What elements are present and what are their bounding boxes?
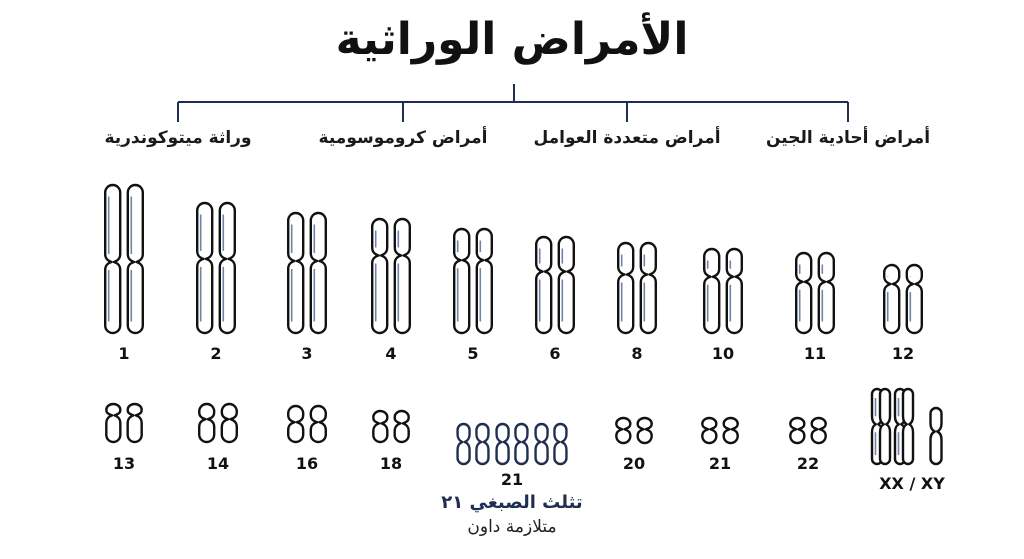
chromatid [105, 185, 120, 333]
chromosome-pair-3 [288, 213, 326, 333]
chromatid [812, 418, 826, 443]
chromosome-number: 5 [467, 344, 479, 363]
chromatid [373, 411, 387, 442]
chromatid [559, 237, 574, 333]
chromosome-pair-4 [372, 219, 410, 333]
chromatid [554, 424, 566, 464]
chromatid [454, 229, 469, 333]
chromosome-pair-18 [373, 411, 408, 442]
chromosome-pair-2 [197, 203, 235, 333]
chromatid [907, 265, 922, 333]
chromatid [536, 237, 551, 333]
chromatid [458, 424, 470, 464]
chromosome-number: 20 [622, 454, 646, 473]
y-chromosome [931, 408, 942, 464]
chromatid [704, 249, 719, 333]
chromosome-pair-8 [618, 243, 656, 333]
chromatid [395, 411, 409, 442]
x-chromosome [895, 389, 913, 464]
chromatid [903, 389, 913, 464]
chromatid [311, 406, 326, 442]
chromatid [288, 406, 303, 442]
chromosome-number: 3 [301, 344, 313, 363]
chromatid [724, 418, 738, 443]
chromatid [128, 404, 142, 442]
chromosome-number: 12 [891, 344, 915, 363]
chromosome-number: 22 [796, 454, 820, 473]
chromatid [476, 424, 488, 464]
chromatid [497, 424, 509, 464]
trisomy-21-chromosome [536, 424, 567, 464]
category-label: أمراض أحادية الجين [765, 128, 931, 148]
chromatid [790, 418, 804, 443]
chromosome-number: 8 [631, 344, 643, 363]
chromatid [880, 389, 890, 464]
chromatid [106, 404, 120, 442]
chromosome-pair-6 [536, 237, 574, 333]
category-label: أمراض متعددة العوامل [533, 128, 721, 148]
chromatid [311, 213, 326, 333]
chromatid [477, 229, 492, 333]
chromosome-number: 13 [112, 454, 136, 473]
chromatid [288, 213, 303, 333]
category-label: أمراض كروموسومية [318, 128, 488, 148]
trisomy-21-label: تثلث الصبغي ٢١ [441, 492, 583, 513]
diagram-title: الأمراض الوراثية [335, 14, 689, 65]
chromosome-number: 6 [549, 344, 561, 363]
chromosome-pair-21 [702, 418, 737, 443]
chromatid [702, 418, 716, 443]
chromosome-number: 10 [711, 344, 735, 363]
chromosome-number: 2 [210, 344, 222, 363]
chromatid [638, 418, 652, 443]
chromatid [618, 243, 633, 333]
chromosome-number: 4 [385, 344, 397, 363]
chromosome-number: 21 [708, 454, 732, 473]
chromatid [616, 418, 630, 443]
chromatid [515, 424, 527, 464]
chromosome-number: 14 [206, 454, 230, 473]
chromatid [222, 404, 237, 442]
chromosome-number: 18 [379, 454, 403, 473]
chromosome-pair-1 [105, 185, 143, 333]
chromatid [884, 265, 899, 333]
chromatid [128, 185, 143, 333]
chromatid [395, 219, 410, 333]
trisomy-21-chromosome [458, 424, 489, 464]
category-label: وراثة ميتوكوندرية [104, 128, 252, 148]
chromosome-pair-20 [616, 418, 651, 443]
chromatid [199, 404, 214, 442]
chromatid [819, 253, 834, 333]
chromatid [641, 243, 656, 333]
chromatid [372, 219, 387, 333]
chromosome-number: 16 [295, 454, 319, 473]
trisomy-number: 21 [500, 470, 524, 489]
chromosome-number: 11 [803, 344, 827, 363]
x-chromosome [872, 389, 890, 464]
chromosome-pair-5 [454, 229, 492, 333]
chromosome-number: 1 [118, 344, 130, 363]
chromosome-pair-22 [790, 418, 825, 443]
sex-chromosome-label: XX / XY [879, 474, 945, 493]
chromatid [197, 203, 212, 333]
chromatid [536, 424, 548, 464]
trisomy-21-chromosome [497, 424, 528, 464]
chromosome-pair-12 [884, 265, 922, 333]
chromatid [931, 408, 942, 464]
chromosome-pair-13 [106, 404, 141, 442]
chromatid [220, 203, 235, 333]
chromosome-pair-11 [796, 253, 834, 333]
chromosome-pair-10 [704, 249, 742, 333]
chromosome-pair-16 [288, 406, 326, 442]
chromatid [727, 249, 742, 333]
down-syndrome-label: متلازمة داون [467, 517, 557, 537]
chromosome-pair-14 [199, 404, 237, 442]
chromatid [796, 253, 811, 333]
